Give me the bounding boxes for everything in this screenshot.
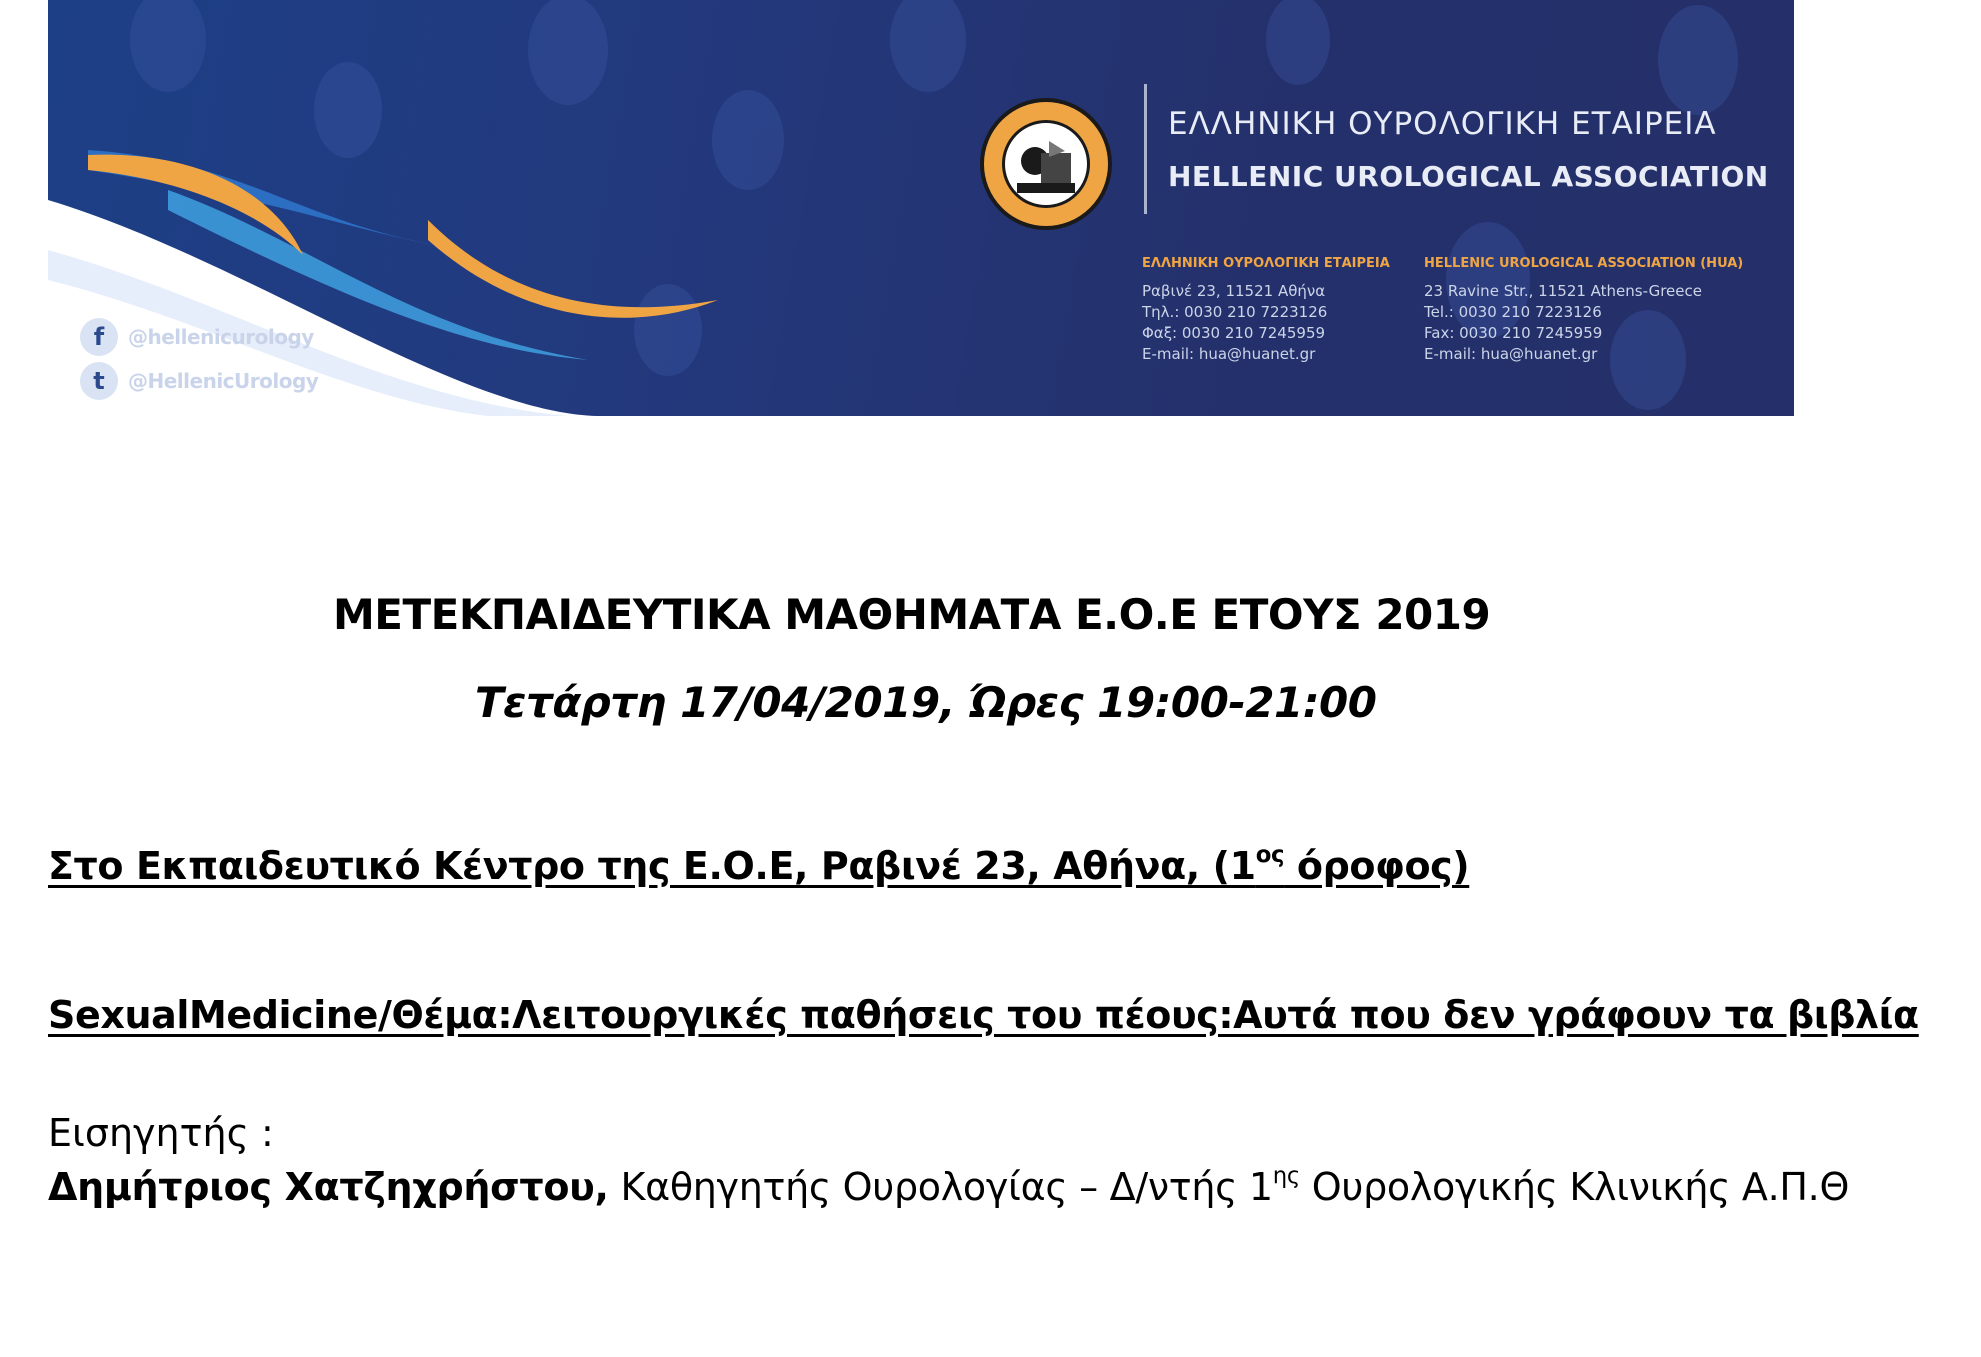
contact-email-english[interactable]: E-mail: hua@huanet.gr (1424, 345, 1598, 363)
speaker-name: Δημήτριος Χατζηχρήστου, (48, 1165, 609, 1209)
twitter-icon: t (80, 362, 118, 400)
org-name-english: HELLENIC UROLOGICAL ASSOCIATION (1168, 160, 1769, 193)
location-ordinal-suffix: ος (1255, 841, 1285, 868)
association-seal-logo (980, 98, 1112, 230)
org-name-greek: ΕΛΛΗΝΙΚΗ ΟΥΡΟΛΟΓΙΚΗ ΕΤΑΙΡΕΙΑ (1168, 106, 1717, 142)
event-location (48, 841, 1470, 888)
header-banner (48, 0, 1794, 416)
speaker-details (48, 1162, 1850, 1209)
speaker-clinic: Ουρολογικής Κλινικής Α.Π.Θ (1300, 1165, 1850, 1209)
contact-heading-greek: ΕΛΛΗΝΙΚΗ ΟΥΡΟΛΟΓΙΚΗ ΕΤΑΙΡΕΙΑ (1142, 256, 1390, 271)
contact-phone-greek: Τηλ.: 0030 210 7223126 (1142, 303, 1328, 321)
location-floor: όροφος) (1284, 844, 1470, 888)
contact-email-greek[interactable]: E-mail: hua@huanet.gr (1142, 345, 1316, 363)
contact-address-greek: Ραβινέ 23, 11521 Αθήνα (1142, 282, 1326, 300)
lecture-topic: SexualMedicine/Θέμα:Λειτουργικές παθήσεις του πέους:Αυτά που δεν γράφουν τα βιβλία (48, 993, 1919, 1037)
twitter-handle: @HellenicUrology (128, 369, 319, 393)
speaker-role: Καθηγητής Ουρολογίας – Δ/ντής 1 (608, 1165, 1273, 1209)
location-text: Στο Εκπαιδευτικό Κέντρο της Ε.Ο.Ε, Ραβινέ 23, Αθήνα, (1 (48, 844, 1256, 888)
facebook-icon: f (80, 318, 118, 356)
facebook-handle: @hellenicurology (128, 325, 314, 349)
contact-fax-english: Fax: 0030 210 7245959 (1424, 324, 1603, 342)
header-divider (1144, 84, 1147, 214)
contact-fax-greek: Φαξ: 0030 210 7245959 (1142, 324, 1326, 342)
document-title: ΜΕΤΕΚΠΑΙΔΕΥΤΙΚΑ ΜΑΘΗΜΑΤΑ Ε.Ο.Ε ΕΤΟΥΣ 2019 (333, 590, 1491, 639)
twitter-link[interactable] (80, 362, 318, 400)
facebook-link[interactable] (80, 318, 314, 356)
speaker-role-ordinal-suffix: ης (1272, 1162, 1301, 1189)
seal-emblem (1002, 120, 1090, 208)
contact-heading-english: HELLENIC UROLOGICAL ASSOCIATION (HUA) (1424, 256, 1744, 271)
contact-phone-english: Tel.: 0030 210 7223126 (1424, 303, 1602, 321)
contact-address-english: 23 Ravine Str., 11521 Athens-Greece (1424, 282, 1702, 300)
speaker-label: Εισηγητής : (48, 1111, 274, 1155)
event-date-time: Τετάρτη 17/04/2019, Ώρες 19:00-21:00 (475, 678, 1377, 727)
